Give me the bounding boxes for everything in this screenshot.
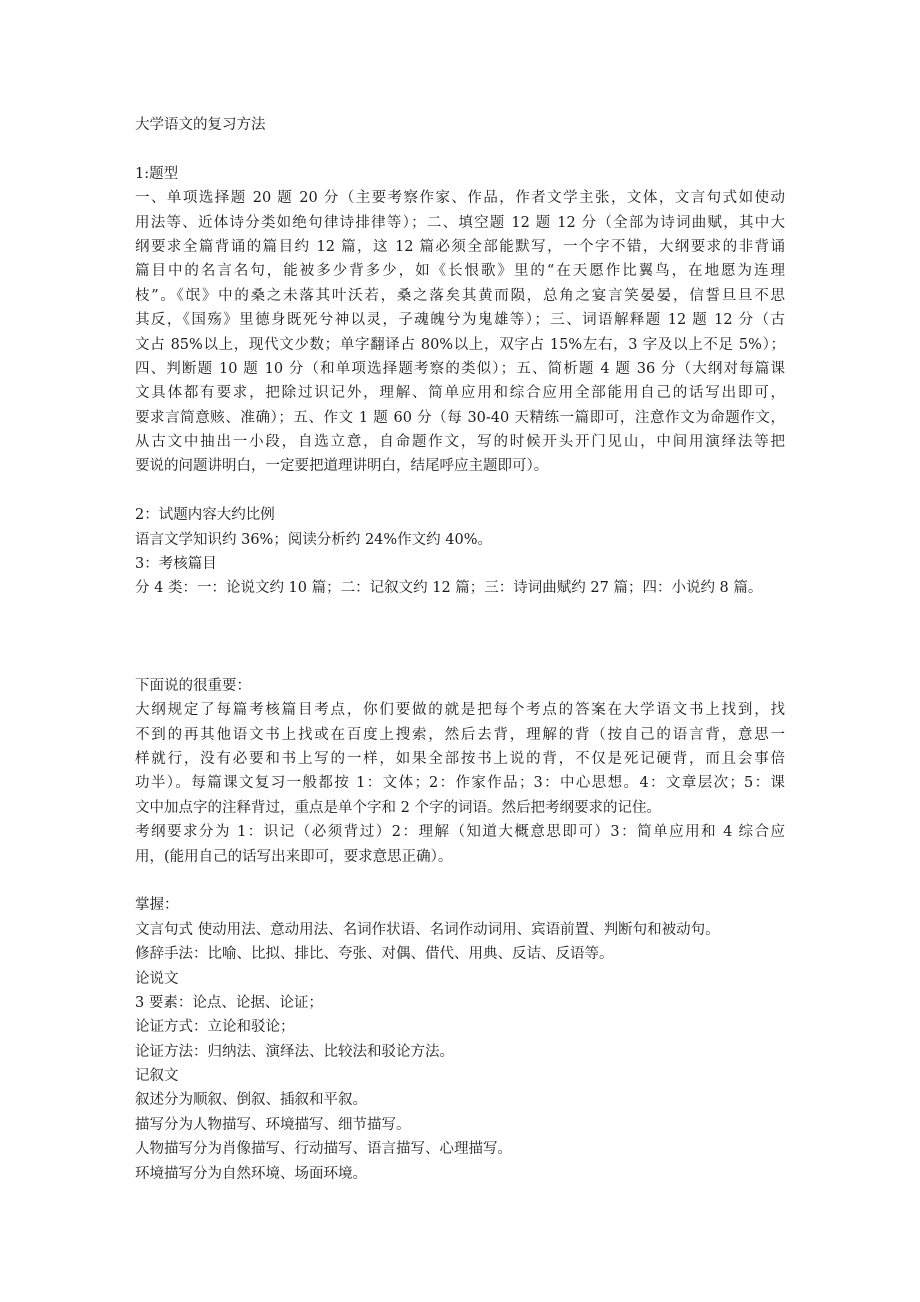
paragraph-line: 从古文中抽出一小段，自选立意，自命题作文，写的时候开头开门见山，中间用演绎法等把 xyxy=(135,434,785,451)
document-page xyxy=(135,113,785,1186)
list-item: 叙述分为顺叙、倒叙、插叙和平叙。 xyxy=(135,1092,367,1109)
paragraph-line: 文具体都有要求，把除过识记外，理解、简单应用和综合应用全部能用自己的话写出即可， xyxy=(135,385,785,402)
paragraph-line: 其反，《国殇》里德身既死兮神以灵，子魂魄兮为鬼雄等）；三、词语解释题 12 题 12 分（古 xyxy=(135,312,785,329)
paragraph-line: 大纲规定了每篇考核篇目考点，你们要做的就是把每个考点的答案在大学语文书上找到，找 xyxy=(135,702,785,719)
paragraph-line: 样就行，没有必要和书上写的一样，如果全部按书上说的背，不仅是死记硬背，而且会事倍 xyxy=(135,750,785,767)
paragraph-line: 功半）。每篇课文复习一般都按 1：文体；2：作家作品；3：中心思想。4：文章层次；5：课 xyxy=(135,775,785,792)
list-item: 论证方式：立论和驳论； xyxy=(135,1019,295,1036)
list-item: 论证方法：归纳法、演绎法、比较法和驳论方法。 xyxy=(135,1043,454,1060)
mastery-list xyxy=(135,918,785,1186)
list-item: 修辞手法：比喻、比拟、排比、夸张、对偶、借代、用典、反诘、反语等。 xyxy=(135,946,614,963)
list-item: 描写分为人物描写、环境描写、细节描写。 xyxy=(135,1116,411,1133)
section2-text: 语言文学知识约 36%；阅读分析约 24%作文约 40%。 xyxy=(135,531,493,548)
paragraph-line: 四、判断题 10 题 10 分（和单项选择题考察的类似）；五、简析题 4 题 36 分（大纲对每篇课 xyxy=(135,360,785,377)
paragraph-line: 文中加点字的注释背过，重点是单个字和 2 个字的词语。然后把考纲要求的记住。 xyxy=(135,799,661,816)
paragraph-line: 要求言简意赅、准确）；五、作文 1 题 60 分（每 30-40 天精练一篇即可，注意作文为命题作文， xyxy=(135,409,785,426)
paragraph-line: 纲要求全篇背诵的篇目约 12 篇，这 12 篇必须全部能默写，一个字不错，大纲要求的非背诵 xyxy=(135,238,785,255)
mastery-heading: 掌握： xyxy=(135,897,179,914)
section3-heading: 3：考核篇目 xyxy=(135,556,217,573)
paragraph-line: 考纲要求分为 1：识记（必须背过）2：理解（知道大概意思即可）3：简单应用和 4 综合应 xyxy=(135,824,785,841)
paragraph-line: 枝”。《氓》中的桑之未落其叶沃若，桑之落矣其黄而陨，总角之宴言笑晏晏，信誓旦旦不思 xyxy=(135,287,785,304)
paragraph-line: 篇目中的名言名句，能被多少背多少，如《长恨歌》里的“在天愿作比翼鸟，在地愿为连理 xyxy=(135,263,785,280)
paragraph-line: 用，(能用自己的话写出来即可，要求意思正确）。 xyxy=(135,848,453,865)
important-heading: 下面说的很重要： xyxy=(135,677,251,694)
paragraph-line: 不到的再其他语文书上找或在百度上搜索，然后去背，理解的背（按自己的语言背，意思一 xyxy=(135,726,785,743)
list-item: 记叙文 xyxy=(135,1068,179,1085)
list-item: 文言句式 使动用法、意动用法、名词作状语、名词作动词用、宾语前置、判断句和被动句。 xyxy=(135,921,720,938)
paragraph-line: 文占 85%以上，现代文少数；单字翻译占 80%以上，双字占 15%左右，3 字及以上不足 5%）； xyxy=(135,336,785,353)
section1-paragraph xyxy=(135,186,785,479)
list-item: 3 要素：论点、论据、论证； xyxy=(135,994,323,1011)
document-title: 大学语文的复习方法 xyxy=(135,117,266,133)
list-item: 人物描写分为肖像描写、行动描写、语言描写、心理描写。 xyxy=(135,1141,512,1158)
paragraph-line: 一、单项选择题 20 题 20 分（主要考察作家、作品，作者文学主张，文体，文言句式如使动 xyxy=(135,190,785,207)
paragraph-line: 要说的问题讲明白，一定要把道理讲明白，结尾呼应主题即可）。 xyxy=(135,458,549,475)
paragraph-line: 用法等、近体诗分类如绝句律诗排律等）；二、填空题 12 题 12 分（全部为诗词曲赋，其中大 xyxy=(135,214,785,231)
section1-heading: 1:题型 xyxy=(135,165,179,182)
list-item: 环境描写分为自然环境、场面环境。 xyxy=(135,1165,367,1182)
list-item: 论说文 xyxy=(135,970,179,987)
section3-text: 分 4 类：一：论说文约 10 篇；二：记叙文约 12 篇；三：诗词曲赋约 27 篇；四：小说约 8 篇。 xyxy=(135,580,763,597)
section2-heading: 2：试题内容大约比例 xyxy=(135,507,275,524)
important-paragraph xyxy=(135,698,785,869)
